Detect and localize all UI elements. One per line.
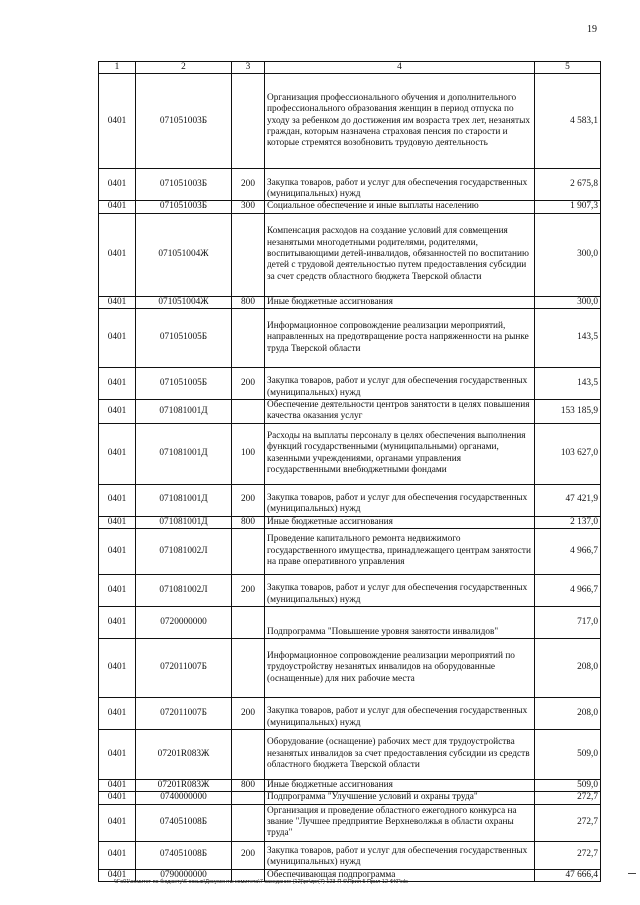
table-row bbox=[99, 729, 601, 779]
cell-expense-type bbox=[232, 638, 265, 697]
cell-section: 0401 bbox=[99, 841, 136, 869]
cell-section: 0401 bbox=[99, 74, 136, 169]
cell-amount: 717,0 bbox=[535, 606, 601, 638]
cell-description: Подпрограмма "Улучшение условий и охраны труда" bbox=[265, 792, 535, 804]
cell-expense-type: 200 bbox=[232, 484, 265, 516]
table-row bbox=[99, 779, 601, 791]
cell-description: Закупка товаров, работ и услуг для обеспечения государственных (муниципальных) нужд bbox=[265, 169, 535, 201]
cell-description: Закупка товаров, работ и услуг для обеспечения государственных (муниципальных) нужд bbox=[265, 367, 535, 399]
cell-target-code: 0720000000 bbox=[136, 606, 232, 638]
cell-section: 0401 bbox=[99, 792, 136, 804]
cell-target-code: 072011007Б bbox=[136, 638, 232, 697]
cell-expense-type: 200 bbox=[232, 574, 265, 606]
table-row bbox=[99, 516, 601, 528]
cell-description: Проведение капитального ремонта недвижимого государственного имущества, принадлежащего центрам занятости на праве оперативного управления bbox=[265, 528, 535, 574]
table-row bbox=[99, 528, 601, 574]
cell-section: 0401 bbox=[99, 779, 136, 791]
table-row bbox=[99, 399, 601, 423]
page-number: 19 bbox=[587, 24, 597, 35]
cell-description: Иные бюджетные ассигнования bbox=[265, 779, 535, 791]
cell-target-code: 071051003Б bbox=[136, 169, 232, 201]
cell-section: 0401 bbox=[99, 484, 136, 516]
cell-description: Закупка товаров, работ и услуг для обеспечения государственных (муниципальных) нужд bbox=[265, 841, 535, 869]
cell-amount: 300,0 bbox=[535, 213, 601, 296]
cell-amount: 208,0 bbox=[535, 638, 601, 697]
table-row bbox=[99, 697, 601, 729]
cell-description: Закупка товаров, работ и услуг для обеспечения государственных (муниципальных) нужд bbox=[265, 697, 535, 729]
table-row bbox=[99, 201, 601, 213]
cell-expense-type bbox=[232, 804, 265, 841]
cell-target-code: 071081001Д bbox=[136, 516, 232, 528]
cell-target-code: 071051003Б bbox=[136, 74, 232, 169]
cell-expense-type: 200 bbox=[232, 367, 265, 399]
table-row bbox=[99, 638, 601, 697]
cell-description: Закупка товаров, работ и услуг для обеспечения государственных (муниципальных) нужд bbox=[265, 574, 535, 606]
cell-target-code: 071051005Б bbox=[136, 308, 232, 367]
header-row bbox=[99, 62, 601, 74]
cell-expense-type bbox=[232, 729, 265, 779]
cell-expense-type: 800 bbox=[232, 516, 265, 528]
table-row bbox=[99, 74, 601, 169]
cell-section: 0401 bbox=[99, 399, 136, 423]
cell-amount: 1 907,3 bbox=[535, 201, 601, 213]
cell-amount: 272,7 bbox=[535, 804, 601, 841]
cell-expense-type bbox=[232, 213, 265, 296]
cell-section: 0401 bbox=[99, 169, 136, 201]
cell-target-code: 0790000000 bbox=[136, 869, 232, 881]
cell-expense-type: 800 bbox=[232, 296, 265, 308]
cell-section: 0401 bbox=[99, 308, 136, 367]
cell-description: Организация и проведение областного ежегодного конкурса на звание "Лучшее предприятие Верхневолжья в области охраны труда" bbox=[265, 804, 535, 841]
cell-amount: 143,5 bbox=[535, 367, 601, 399]
cell-amount: 2 137,0 bbox=[535, 516, 601, 528]
cell-target-code: 071081002Л bbox=[136, 528, 232, 574]
cell-target-code: 071081001Д bbox=[136, 484, 232, 516]
cell-expense-type bbox=[232, 74, 265, 169]
cell-target-code: 071081001Д bbox=[136, 423, 232, 484]
table-row bbox=[99, 804, 601, 841]
cell-expense-type bbox=[232, 606, 265, 638]
cell-amount: 47 666,4 bbox=[535, 869, 601, 881]
table-row bbox=[99, 574, 601, 606]
cell-target-code: 071051003Б bbox=[136, 201, 232, 213]
table-row bbox=[99, 841, 601, 869]
cell-description: Обеспечивающая подпрограмма bbox=[265, 869, 535, 881]
cell-description: Подпрограмма "Повышение уровня занятости инвалидов" bbox=[265, 606, 535, 638]
cell-description: Оборудование (оснащение) рабочих мест для трудоустройства незанятых инвалидов за счет предоставления субсидии из средств областного бюджета Тверской области bbox=[265, 729, 535, 779]
cell-section: 0401 bbox=[99, 423, 136, 484]
cell-description: Иные бюджетные ассигнования bbox=[265, 296, 535, 308]
cell-target-code: 071081002Л bbox=[136, 574, 232, 606]
table-row bbox=[99, 367, 601, 399]
table-row bbox=[99, 423, 601, 484]
budget-table bbox=[98, 61, 601, 882]
cell-expense-type bbox=[232, 792, 265, 804]
cell-section: 0401 bbox=[99, 296, 136, 308]
cell-target-code: 07201R083Ж bbox=[136, 779, 232, 791]
cell-description: Информационное сопровождение реализации мероприятий, направленных на предотвращение роста напряженности на рынке труда Тверской области bbox=[265, 308, 535, 367]
cell-description: Закупка товаров, работ и услуг для обеспечения государственных (муниципальных) нужд bbox=[265, 484, 535, 516]
cell-section: 0401 bbox=[99, 729, 136, 779]
cell-section: 0401 bbox=[99, 367, 136, 399]
column-header-2: 2 bbox=[136, 62, 232, 74]
cell-target-code: 071051005Б bbox=[136, 367, 232, 399]
cell-amount: 4 966,7 bbox=[535, 528, 601, 574]
table-row bbox=[99, 484, 601, 516]
column-header-4: 4 bbox=[265, 62, 535, 74]
cell-amount: 272,7 bbox=[535, 792, 601, 804]
cell-target-code: 0740000000 bbox=[136, 792, 232, 804]
cell-expense-type: 800 bbox=[232, 779, 265, 791]
cell-description: Социальное обеспечение и иные выплаты населению bbox=[265, 201, 535, 213]
cell-target-code: 072011007Б bbox=[136, 697, 232, 729]
cell-expense-type bbox=[232, 399, 265, 423]
cell-section: 0401 bbox=[99, 697, 136, 729]
cell-description: Иные бюджетные ассигнования bbox=[265, 516, 535, 528]
table-row bbox=[99, 213, 601, 296]
cell-amount: 47 421,9 bbox=[535, 484, 601, 516]
cell-section: 0401 bbox=[99, 869, 136, 881]
cell-description: Информационное сопровождение реализации мероприятий по трудоустройству незанятых инвалидов на оборудованные (оснащенные) для них рабочие места bbox=[265, 638, 535, 697]
table-row bbox=[99, 308, 601, 367]
cell-amount: 509,0 bbox=[535, 779, 601, 791]
cell-section: 0401 bbox=[99, 638, 136, 697]
cell-target-code: 07201R083Ж bbox=[136, 729, 232, 779]
cell-amount: 208,0 bbox=[535, 697, 601, 729]
table-row bbox=[99, 296, 601, 308]
cell-expense-type: 300 bbox=[232, 201, 265, 213]
cell-amount: 103 627,0 bbox=[535, 423, 601, 484]
cell-amount: 509,0 bbox=[535, 729, 601, 779]
cell-description: Обеспечение деятельности центров занятости в целях повышения качества оказания услуг bbox=[265, 399, 535, 423]
cell-section: 0401 bbox=[99, 516, 136, 528]
column-header-3: 3 bbox=[232, 62, 265, 74]
footer-file-path: \\Fs01\комитет по бюджету\6 созыв\Документы комитета\7 заседание (12)\pr\zpr(7) 123-П-6\Прил 5 Прил 12 ФКР.xls bbox=[114, 879, 408, 885]
cell-target-code: 071081001Д bbox=[136, 399, 232, 423]
table-row bbox=[99, 606, 601, 638]
cell-expense-type: 200 bbox=[232, 841, 265, 869]
cell-expense-type: 200 bbox=[232, 169, 265, 201]
column-header-5: 5 bbox=[535, 62, 601, 74]
cell-expense-type: 100 bbox=[232, 423, 265, 484]
cell-description: Компенсация расходов на создание условий для совмещения незанятыми многодетными родителями, родителями, воспитывающими детей-инвалидов, обязанностей по воспитанию детей с трудовой деятельностью путем предоставления субсидии за счет средств областного бюджета Тверской области bbox=[265, 213, 535, 296]
cell-amount: 153 185,9 bbox=[535, 399, 601, 423]
cell-amount: 4 966,7 bbox=[535, 574, 601, 606]
cell-amount: 2 675,8 bbox=[535, 169, 601, 201]
cell-expense-type bbox=[232, 308, 265, 367]
cell-target-code: 071051004Ж bbox=[136, 213, 232, 296]
cell-target-code: 071051004Ж bbox=[136, 296, 232, 308]
cell-section: 0401 bbox=[99, 528, 136, 574]
cell-amount: 4 583,1 bbox=[535, 74, 601, 169]
cell-section: 0401 bbox=[99, 201, 136, 213]
cell-section: 0401 bbox=[99, 213, 136, 296]
cell-amount: 300,0 bbox=[535, 296, 601, 308]
cell-description: Организация профессионального обучения и дополнительного профессионального образования женщин в период отпуска по уходу за ребенком до достижения им возраста трех лет, незанятых граждан, которым назначена страховая пенсия по старости и которые стремятся возобновить трудовую деятельность bbox=[265, 74, 535, 169]
cell-expense-type bbox=[232, 528, 265, 574]
cell-description: Расходы на выплаты персоналу в целях обеспечения выполнения функций государственными (муниципальными) органами, казенными учреждениями, органами управления государственными внебюджетными фондами bbox=[265, 423, 535, 484]
cell-section: 0401 bbox=[99, 574, 136, 606]
cell-expense-type: 200 bbox=[232, 697, 265, 729]
cell-amount: 272,7 bbox=[535, 841, 601, 869]
column-header-1: 1 bbox=[99, 62, 136, 74]
cell-section: 0401 bbox=[99, 804, 136, 841]
footer-mark bbox=[628, 873, 636, 874]
cell-amount: 143,5 bbox=[535, 308, 601, 367]
cell-target-code: 074051008Б bbox=[136, 804, 232, 841]
cell-target-code: 074051008Б bbox=[136, 841, 232, 869]
table-row bbox=[99, 792, 601, 804]
cell-section: 0401 bbox=[99, 606, 136, 638]
table-row bbox=[99, 169, 601, 201]
